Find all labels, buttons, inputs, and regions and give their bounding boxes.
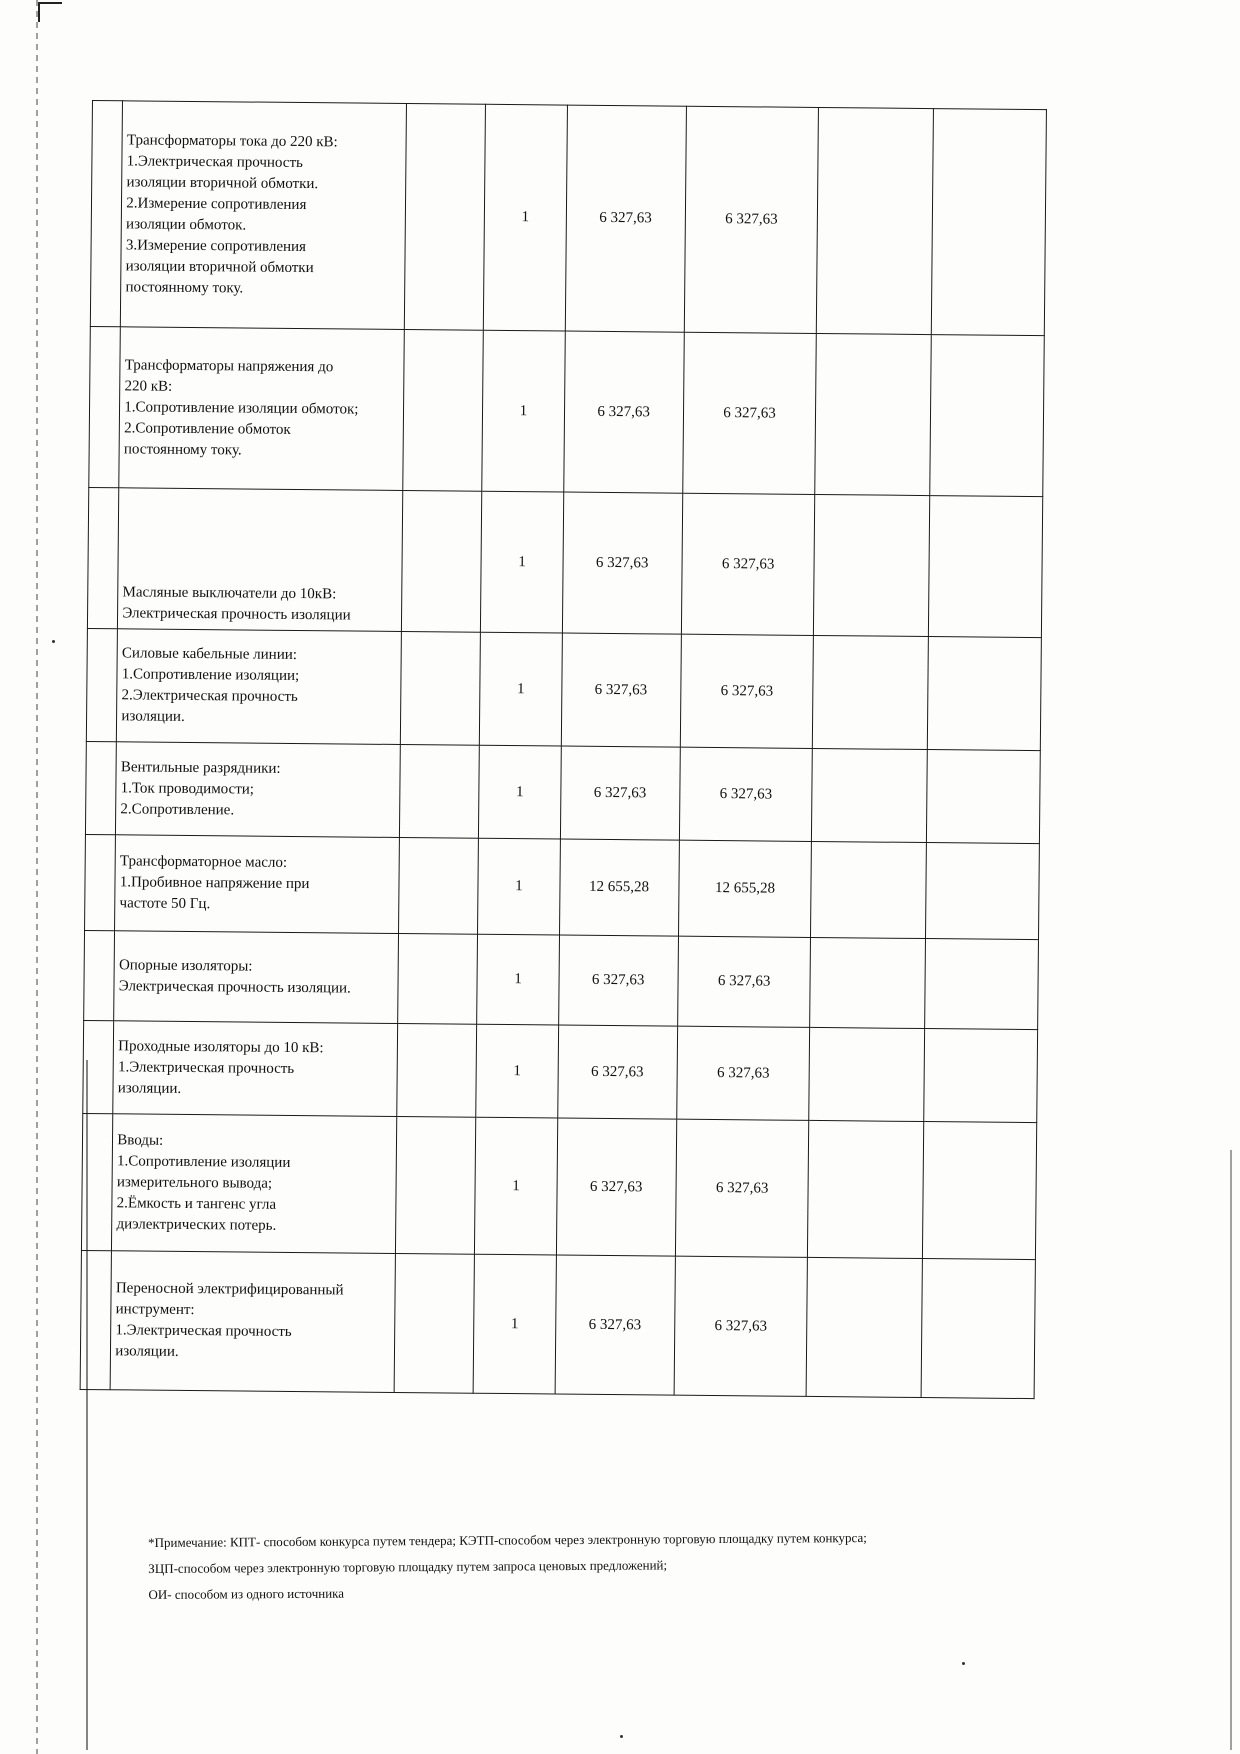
cell-unit [398,933,478,1024]
cell-total: 6 327,63 [675,1119,809,1257]
cell-description [110,1251,395,1393]
cell-empty [815,333,931,495]
cell-number [84,930,115,1020]
footnote-line: ЗЦП-способом через электронную торговую площадку путем запроса ценовых предложений; [148,1557,668,1576]
description-line: 1.Сопротивление изоляции; [121,666,300,685]
description-line: 220 кВ: [124,377,173,395]
scan-corner-mark [38,2,62,22]
cell-description [121,101,407,330]
cell-unit [403,330,484,492]
cell-empty [925,843,1039,940]
description-line: 1.Пробивное напряжение при [119,874,310,893]
services-table [80,100,1047,1399]
description-line: 2.Ёмкость и тангенс угла [116,1194,277,1213]
scan-speck [52,640,55,643]
footnote [148,1525,867,1608]
cell-unit [397,1023,477,1117]
cell-quantity: 1 [484,104,567,331]
description-line: 2.Электрическая прочность [121,687,298,706]
cell-description [119,327,404,491]
description-line: 1.Сопротивление изоляции обмоток; [124,398,359,418]
cell-number [85,834,116,930]
cell-empty [929,335,1044,497]
cell-quantity: 1 [476,1024,558,1118]
cell-empty [810,937,925,1028]
description-line: изоляции. [117,1079,182,1097]
cell-unit-price: 6 327,63 [562,492,682,634]
cell-total: 6 327,63 [674,1256,808,1396]
description-line: Трансформаторное масло: [119,853,288,871]
cell-empty [926,750,1040,844]
cell-empty [923,1029,1037,1123]
scan-speck [620,1735,623,1738]
cell-total: 12 655,28 [678,840,812,937]
cell-empty [814,494,930,636]
cell-unit-price: 6 327,63 [555,1255,675,1395]
cell-total: 6 327,63 [680,634,814,748]
cell-unit-price: 12 655,28 [559,839,679,936]
description-line: Проходные изоляторы до 10 кВ: [118,1037,324,1056]
cell-number [87,487,119,628]
cell-total: 6 327,63 [681,493,815,635]
cell-unit-price: 6 327,63 [561,633,681,747]
description-line: постоянному току. [123,440,242,458]
description-line: Опорные изоляторы: [118,956,253,975]
description-line: Силовые кабельные линии: [121,645,298,663]
description-line: Электрическая прочность изоляции. [118,977,351,997]
cell-empty [924,939,1038,1030]
cell-unit [399,837,479,934]
cell-number [85,741,116,834]
cell-empty [808,1120,924,1258]
cell-total: 6 327,63 [677,936,811,1027]
cell-number [90,101,122,327]
cell-quantity: 1 [480,632,562,746]
cell-empty [927,637,1041,751]
cell-quantity: 1 [482,330,565,492]
description-line: 1.Сопротивление изоляции [117,1152,291,1171]
cell-number [80,1250,112,1389]
scan-margin-line [1230,1150,1232,1750]
description-line: Электрическая прочность изоляции [122,605,351,624]
cell-description [113,1021,398,1117]
cell-empty [928,496,1043,638]
description-line: 2.Измерение сопротивления [126,194,307,213]
cell-unit [405,104,486,331]
table-row [81,1113,1036,1259]
cell-description [116,742,401,838]
description-line: 1.Электрическая прочность [126,152,303,171]
description-line: 3.Измерение сопротивления [125,236,307,255]
description-line: 1.Ток проводимости; [120,779,255,798]
cell-total: 6 327,63 [684,106,819,333]
cell-total: 6 327,63 [676,1026,810,1120]
cell-total: 6 327,63 [679,747,813,841]
table-row [90,101,1046,336]
description-line: Трансформаторы напряжения до [124,356,334,375]
description-line: 2.Сопротивление. [120,800,235,818]
cell-unit-price: 6 327,63 [557,1025,677,1119]
description-line: 1.Электрическая прочность [115,1322,292,1340]
cell-quantity: 1 [477,934,559,1025]
description-line: измерительного вывода; [116,1173,273,1192]
cell-unit [400,744,480,838]
cell-empty [809,1027,924,1121]
cell-description [114,931,399,1024]
cell-unit-price: 6 327,63 [563,331,684,493]
table-body [80,101,1046,1399]
table-row [89,326,1045,496]
cell-unit-price: 6 327,63 [565,105,686,332]
cell-number [81,1113,113,1250]
description-line: диэлектрических потерь. [116,1215,277,1234]
cell-description [118,488,403,632]
cell-quantity: 1 [478,838,560,935]
description-line: изоляции. [115,1343,179,1360]
cell-description [115,835,400,934]
cell-unit-price: 6 327,63 [556,1118,676,1256]
description-line: постоянному току. [125,278,244,296]
cell-empty [922,1122,1037,1260]
cell-empty [811,841,926,938]
cell-empty [921,1259,1036,1399]
description-line: изоляции обмоток. [126,215,247,233]
table-row [85,834,1040,939]
cell-number [86,628,117,741]
cell-unit [394,1253,474,1393]
cell-description [112,1114,397,1254]
description-line: Вентильные разрядники: [120,758,281,777]
cell-empty [931,109,1046,336]
description-line: Трансформаторы тока до 220 кВ: [126,131,338,150]
description-line: Вводы: [117,1131,164,1149]
cell-unit-price: 6 327,63 [558,935,678,1026]
cell-quantity: 1 [481,491,564,633]
scan-speck [962,1662,965,1665]
cell-empty [813,635,928,749]
description-line: инструмент: [115,1301,195,1319]
cell-quantity: 1 [479,745,561,839]
cell-number [83,1020,114,1113]
table-row [87,487,1042,637]
table-row [84,930,1039,1029]
cell-unit [402,491,482,633]
cell-total: 6 327,63 [682,332,816,494]
footnote-line: ОИ- способом из одного источника [148,1585,345,1602]
table-row [85,741,1040,843]
description-line: частоте 50 Гц. [119,895,211,913]
description-line: изоляции. [121,708,185,725]
cell-number [89,326,121,487]
cell-unit-price: 6 327,63 [560,746,680,840]
description-line: 1.Электрическая прочность [117,1058,295,1077]
scan-margin-line [36,0,38,1754]
cell-empty [812,748,927,842]
table-row [80,1250,1035,1398]
description-line: Переносной электрифицированный [115,1280,344,1299]
footnote-line: *Примечание: КПТ- способом конкурса путем тендера; КЭТП-способом через электронную торговую площадку путем конкурса; [148,1529,867,1550]
description-line: Масляные выключатели до 10кВ: [122,584,337,603]
description-line: 2.Сопротивление обмоток [124,419,291,438]
description-line: изоляции вторичной обмотки. [126,173,319,192]
cell-empty [817,107,933,334]
cell-unit [401,631,481,745]
cell-quantity: 1 [473,1254,556,1394]
cell-quantity: 1 [475,1117,558,1255]
table-row [83,1020,1038,1122]
table-row [86,628,1041,750]
cell-empty [807,1257,923,1397]
cell-description [117,629,402,745]
cell-unit [396,1116,476,1254]
description-line: изоляции вторичной обмотки [125,257,314,276]
